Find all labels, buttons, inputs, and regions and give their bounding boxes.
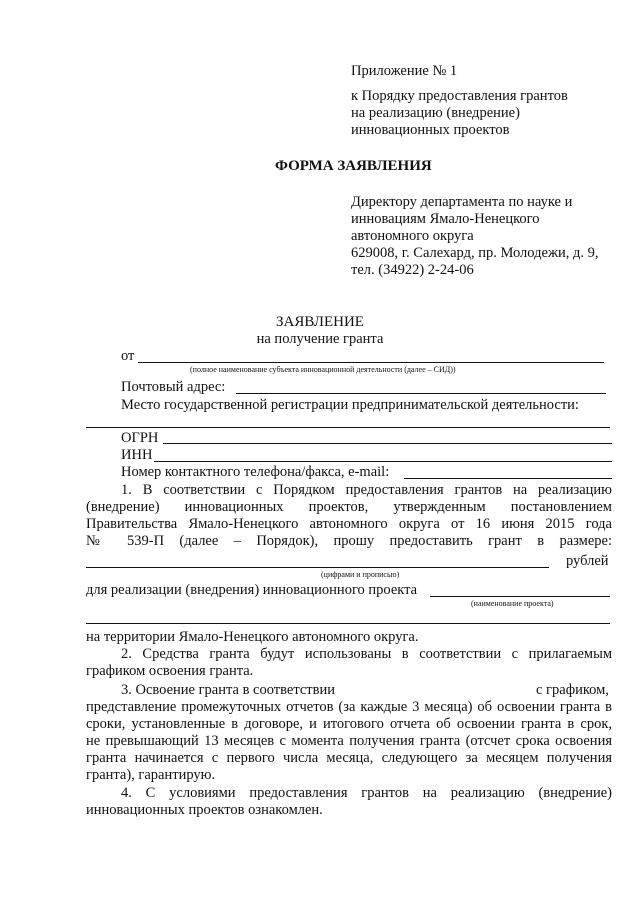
project-input-line[interactable] xyxy=(430,596,610,597)
paragraph-3-line: не превышающий 13 месяцев с момента получения гранта (отсчет срока освоения xyxy=(86,733,612,749)
contact-input-line[interactable] xyxy=(404,478,612,479)
from-hint: (полное наименование субъекта инновационной деятельности (далее – СИД)) xyxy=(190,365,456,374)
paragraph-1-line: № 539-П (далее – Порядок), прошу предоставить грант в размере: xyxy=(86,533,612,549)
from-input-line[interactable] xyxy=(138,362,604,363)
ogrn-label: ОГРН xyxy=(121,430,159,446)
appendix-line: инновационных проектов xyxy=(351,122,510,138)
paragraph-2-line: графиком освоения гранта. xyxy=(86,663,254,679)
paragraph-1-line: (внедрение) инновационных проектов, утвержденным постановлением xyxy=(86,499,612,515)
paragraph-3-line: представление промежуточных отчетов (за каждые 3 месяца) об освоении гранта в xyxy=(86,699,612,715)
postal-label: Почтовый адрес: xyxy=(121,379,226,395)
rubles-label: рублей xyxy=(566,553,609,569)
statement-subtitle: на получение гранта xyxy=(256,331,384,347)
project-label: для реализации (внедрения) инновационного проекта xyxy=(86,582,418,598)
paragraph-3-line: 3. Освоение гранта в соответствии xyxy=(121,682,335,698)
paragraph-4-line: 4. С условиями предоставления грантов на реализацию (внедрение) xyxy=(121,785,612,801)
project-continuation-line[interactable] xyxy=(86,623,610,624)
appendix-number: Приложение № 1 xyxy=(351,63,458,79)
paragraph-3-line: сроки, установленные в договоре, и итогового отчета об освоении гранта в срок, xyxy=(86,716,612,732)
addressee-line: инновациям Ямало-Ненецкого xyxy=(351,211,540,227)
registration-label: Место государственной регистрации предпринимательской деятельности: xyxy=(121,397,579,413)
project-hint: (наименование проекта) xyxy=(471,599,554,608)
ogrn-input-line[interactable] xyxy=(163,443,612,444)
grant-amount-input-line[interactable] xyxy=(86,567,549,568)
territory-text: на территории Ямало-Ненецкого автономного округа. xyxy=(86,629,419,645)
paragraph-3-line: гранта), гарантирую. xyxy=(86,767,216,783)
paragraph-3-line: гранта начинается с первого числа месяца, следующего за месяцем получения xyxy=(86,750,612,766)
addressee-phone: тел. (34922) 2-24-06 xyxy=(351,262,474,278)
paragraph-2-line: 2. Средства гранта будут использованы в соответствии с прилагаемым xyxy=(121,646,612,662)
postal-input-line[interactable] xyxy=(236,393,606,394)
addressee-address: 629008, г. Салехард, пр. Молодежи, д. 9, xyxy=(351,245,599,261)
from-label: от xyxy=(121,348,135,364)
paragraph-4-line: инновационных проектов ознакомлен. xyxy=(86,802,323,818)
paragraph-1-line: 1. В соответствии с Порядком предоставления грантов на реализацию xyxy=(121,482,612,498)
amount-hint: (цифрами и прописью) xyxy=(321,570,400,579)
addressee-line: Директору департамента по науке и xyxy=(351,194,573,210)
inn-label: ИНН xyxy=(121,447,153,463)
statement-title: ЗАЯВЛЕНИЕ xyxy=(276,314,364,330)
form-title: ФОРМА ЗАЯВЛЕНИЯ xyxy=(275,158,432,174)
paragraph-1-line: Правительства Ямало-Ненецкого автономного округа от 16 июня 2015 года xyxy=(86,516,612,532)
inn-input-line[interactable] xyxy=(154,461,612,462)
addressee-line: автономного округа xyxy=(351,228,474,244)
appendix-line: к Порядку предоставления грантов xyxy=(351,88,568,104)
contact-label: Номер контактного телефона/факса, e-mail: xyxy=(121,464,390,480)
registration-input-line[interactable] xyxy=(86,427,610,428)
paragraph-3-line: с графиком, xyxy=(536,682,609,698)
appendix-line: на реализацию (внедрение) xyxy=(351,105,520,121)
